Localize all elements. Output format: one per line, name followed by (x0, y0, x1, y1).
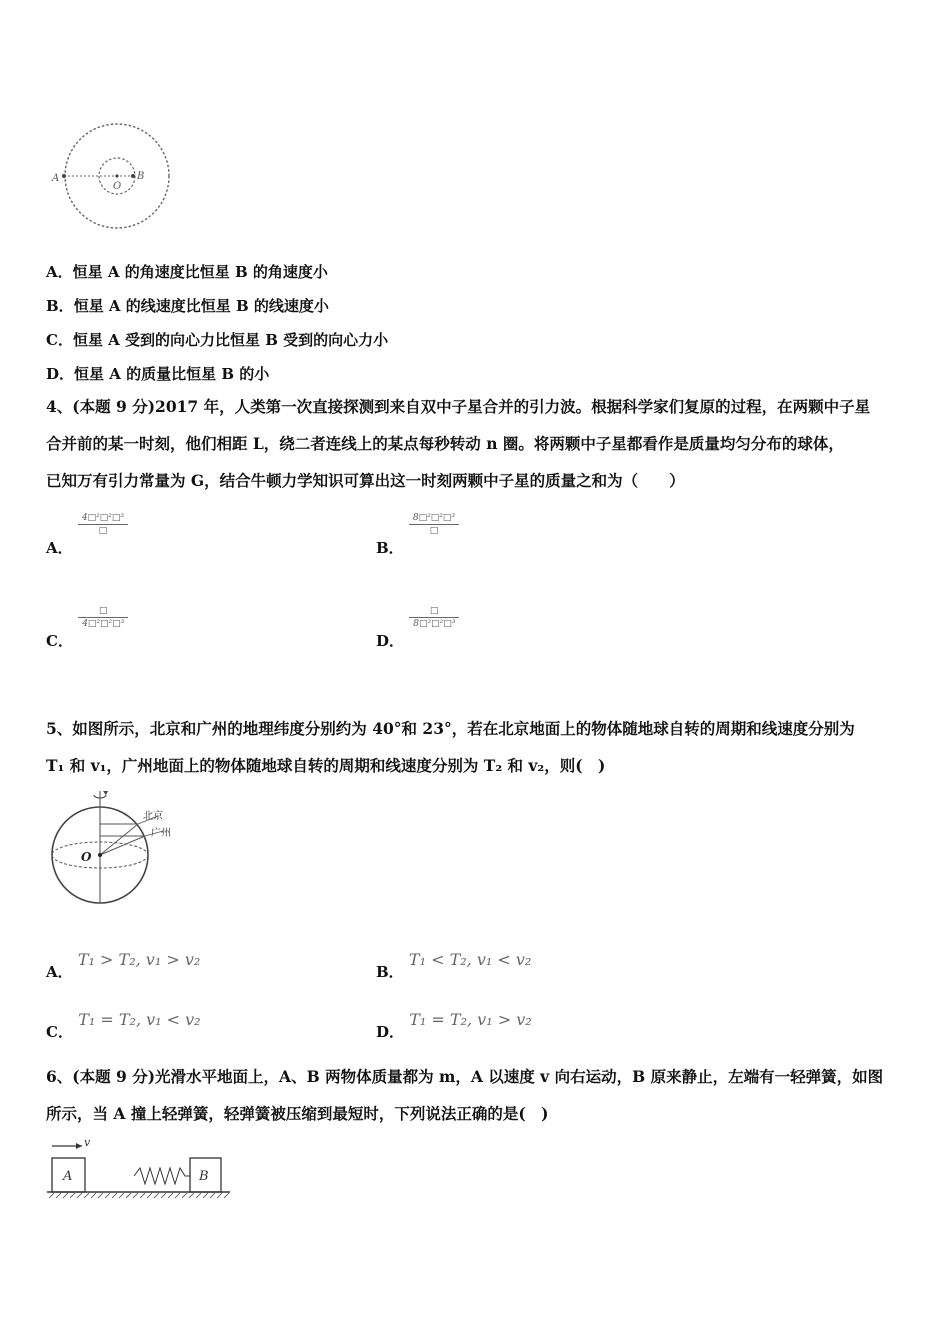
option-text: 恒星 A 的角速度比恒星 B 的角速度小 (72, 263, 328, 281)
option-letter: B． (376, 539, 404, 557)
option-letter: C． (46, 1023, 73, 1041)
q6-stem-line-1: 6、(本题 9 分)光滑水平地面上，A、B 两物体质量都为 m，A 以速度 v 向右运动，B 原来静止，左端有一轻弹簧，如图 (46, 1067, 884, 1086)
block-a-label: A (63, 1169, 73, 1184)
beijing-label: 北京 (143, 811, 163, 822)
option-letter: A． (46, 539, 73, 557)
earth-latitude-diagram (48, 785, 188, 910)
q4-option-d[interactable] (376, 606, 459, 651)
q3-option-c[interactable] (46, 329, 388, 350)
option-expression: T₁ < T₂, v₁ < v₂ (408, 950, 532, 969)
option-letter: C． (46, 632, 73, 650)
fraction: $\frac{\text{4□²□²□³}}{□}$ (78, 513, 128, 536)
q4-option-a[interactable] (46, 513, 128, 558)
star-a-label: A (52, 173, 60, 184)
option-text: 恒星 A 受到的向心力比恒星 B 受到的向心力小 (72, 331, 389, 349)
q4-stem-line-3: 已知万有引力常量为 G，结合牛顿力学知识可算出这一时刻两颗中子星的质量之和为（ ） (46, 471, 685, 490)
fraction: $\frac{□}{\text{8□²□²□³}}$ (409, 606, 459, 629)
option-letter: A． (46, 263, 73, 281)
option-letter: D． (46, 365, 75, 383)
center-o-label: O (81, 850, 92, 864)
block-b-label: B (199, 1169, 209, 1184)
option-text: 恒星 A 的线速度比恒星 B 的线速度小 (73, 297, 329, 315)
q5-stem (46, 710, 906, 784)
q4-option-c[interactable] (46, 606, 128, 651)
q4-stem-line-1: 4、(本题 9 分)2017 年，人类第一次直接探测到来自双中子星合并的引力波。根据科学家们复原的过程，在两颗中子星 (46, 397, 871, 416)
q5-option-b[interactable] (376, 950, 531, 982)
question-number: 4、 (46, 397, 73, 416)
star-b-label: B (137, 171, 145, 182)
option-letter: A． (46, 963, 73, 981)
velocity-label: v (84, 1136, 91, 1149)
option-text: 恒星 A 的质量比恒星 B 的小 (74, 365, 270, 383)
guangzhou-label: 广州 (151, 828, 171, 839)
spring-collision-diagram (44, 1132, 234, 1204)
binary-star-diagram (50, 110, 180, 240)
fraction: $\frac{\text{8□²□²□³}}{□}$ (409, 513, 459, 536)
q4-option-b[interactable] (376, 513, 459, 558)
fraction: $\frac{□}{\text{4□²□²□³}}$ (78, 606, 128, 629)
option-letter: B． (46, 297, 74, 315)
q6-stem (46, 1058, 906, 1132)
q3-option-a[interactable] (46, 261, 328, 282)
option-letter: D． (376, 632, 405, 650)
q4-stem (46, 388, 906, 499)
option-expression: T₁ = T₂, v₁ > v₂ (409, 1010, 532, 1029)
option-expression: T₁ = T₂, v₁ < v₂ (78, 1010, 201, 1029)
q6-stem-line-2: 所示，当 A 撞上轻弹簧，轻弹簧被压缩到最短时，下列说法正确的是( ) (46, 1104, 549, 1123)
q5-option-d[interactable] (376, 1010, 532, 1042)
option-letter: D． (376, 1023, 405, 1041)
option-expression: T₁ > T₂, v₁ > v₂ (77, 950, 201, 969)
center-o-label: O (113, 181, 122, 192)
q3-option-d[interactable] (46, 363, 269, 384)
question-number: 5、 (46, 719, 73, 738)
q5-stem-line-1: 5、如图所示，北京和广州的地理纬度分别约为 40°和 23°，若在北京地面上的物体随地球自转的周期和线速度分别为 (46, 719, 855, 738)
q3-option-b[interactable] (46, 295, 329, 316)
q4-stem-line-2: 合并前的某一时刻，他们相距 L，绕二者连线上的某点每秒转动 n 圈。将两颗中子星都看作是质量均匀分布的球体， (46, 434, 844, 453)
question-number: 6、 (46, 1067, 73, 1086)
option-letter: C． (46, 331, 73, 349)
option-letter: B． (376, 963, 404, 981)
q5-option-c[interactable] (46, 1010, 201, 1042)
q5-stem-line-2: T₁ 和 v₁，广州地面上的物体随地球自转的周期和线速度分别为 T₂ 和 v₂，则( ) (46, 756, 606, 775)
q5-option-a[interactable] (46, 950, 200, 982)
